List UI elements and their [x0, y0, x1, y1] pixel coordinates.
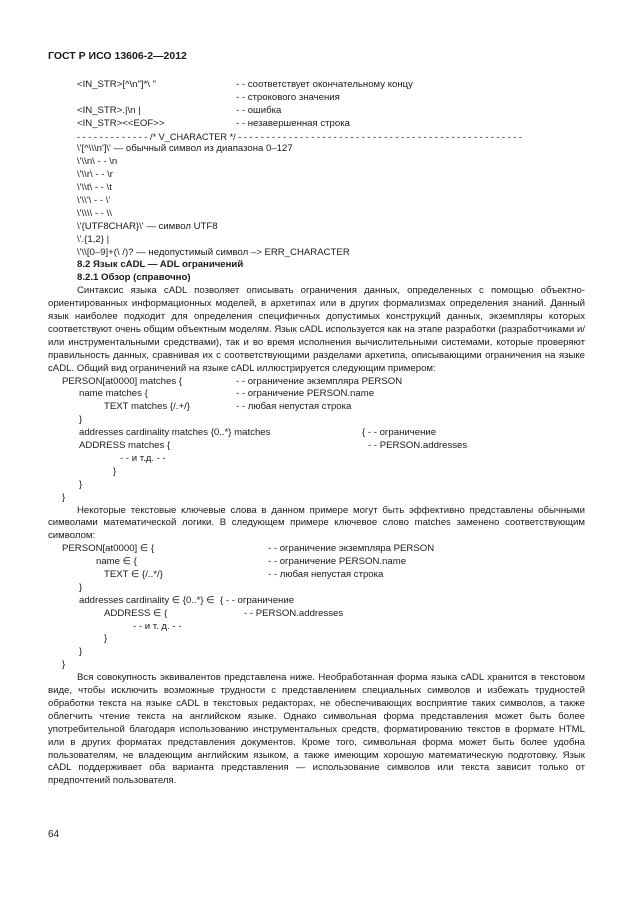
grammar-line	[48, 79, 585, 92]
code-comment: - - любая непустая строка	[268, 569, 384, 580]
code-text: }	[104, 633, 108, 645]
code-text: TEXT matches {/.+/}	[104, 401, 190, 413]
grammar-line	[48, 92, 585, 105]
code-line	[48, 659, 585, 672]
paragraph: Синтаксис языка cADL позволяет описывать ограничения данных, определенных с помощью объектно-ориентированных информационных моделей, в архетипах или в других формализмах определения знаний. Данный язык наиболее подходит для определения специфичных допустимых конструкций данных, экземпляры которых соответствуют очень общим объектным моделям. Язык cADL используется как на этапе разработки (разработчиками и/или инструментальными средствами), так и во время исполнения вычислительными системами, которые проверяют правильность данных, сравнивая их с соответствующими разделами архетипа, описывающими ограничения на языке cADL. Общий вид ограничений на языке cADL иллюстрируется следующим примером:	[48, 285, 585, 374]
code-line	[48, 633, 585, 646]
grammar-code: <IN_STR>.|\n |	[77, 104, 141, 116]
code-text: name matches {	[79, 388, 148, 400]
section-heading-text: 8.2 Язык cADL — ADL ограничений	[77, 259, 244, 271]
code-text: - - и т.д. - -	[120, 452, 166, 464]
grammar-rule: \'\\\\ - - \\	[77, 207, 112, 219]
code-comment: { - - ограничение	[362, 427, 437, 439]
code-text: }	[79, 478, 83, 490]
section-heading	[48, 259, 585, 272]
grammar-rule: \'\\'\ - - \'	[77, 195, 111, 207]
code-line	[48, 608, 585, 621]
code-text: - - и т. д. - -	[133, 620, 182, 632]
code-text: }	[62, 659, 66, 671]
code-comment: - - ограничение PERSON.name	[236, 388, 375, 400]
code-text: }	[79, 646, 83, 658]
code-comment: - - ограничение экземпляра PERSON	[268, 543, 435, 555]
code-line	[48, 492, 585, 505]
subsection-heading-text: 8.2.1 Обзор (справочно)	[77, 272, 191, 284]
grammar-line	[48, 182, 585, 195]
grammar-comment: - - ошибка	[236, 104, 282, 116]
code-line	[48, 388, 585, 401]
code-text: }	[62, 491, 66, 503]
code-line	[48, 466, 585, 479]
subsection-heading	[48, 272, 585, 285]
code-text: addresses cardinality ∈ {0..*} ∈ { - - ограничение	[79, 594, 295, 606]
page-content	[48, 79, 585, 788]
grammar-rule: \'{UTF8CHAR}\' — символ UTF8	[77, 220, 218, 232]
grammar-line	[48, 221, 585, 234]
page-number: 64	[48, 829, 60, 840]
grammar-rule: \'\\[0–9]+(\ /)? — недопустимый символ –> ERR_CHARACTER	[77, 246, 350, 258]
grammar-comment: - - строкового значения	[236, 91, 340, 103]
code-line	[48, 401, 585, 414]
grammar-line	[48, 247, 585, 260]
code-line	[48, 376, 585, 389]
code-comment: - - ограничение экземпляра PERSON	[236, 375, 403, 387]
code-line	[48, 440, 585, 453]
grammar-line	[48, 208, 585, 221]
code-text: }	[113, 465, 117, 477]
paragraph: Вся совокупность эквивалентов представлена ниже. Необработанная форма языка cADL хранится в текстовом виде, чтобы исключить возможные трудности с представлением специальных символов и избежать трудностей обработки текста на языке cADL в текстовых редакторах, не обеспечивающих восприятие таких символов, а также облегчить чтение текста на английском языке. Однако символьная форма представления может быть более употребительной благодаря использованию инструментальных средств, форматированию текстов в формате HTML или в других форматах представления документов. Кроме того, символьная форма может быть более удобна пользователям, не владеющим английским языком, а также имеющим хорошую математическую подготовку. Язык cADL поддерживает оба варианта представления — использование символов или текста зависит только от предпочтений пользователя.	[48, 672, 585, 787]
code-line	[48, 453, 585, 466]
code-line	[48, 479, 585, 492]
grammar-line	[48, 169, 585, 182]
code-text: ADDRESS matches {	[79, 440, 171, 452]
code-line	[48, 646, 585, 659]
code-text: PERSON[at0000] ∈ {	[62, 543, 155, 555]
code-text: }	[79, 581, 83, 593]
grammar-rule: \'\\r\ - - \r	[77, 169, 113, 181]
code-comment: - - PERSON.addresses	[244, 607, 344, 619]
grammar-rule: \'[^\\\n']\' — обычный символ из диапазона 0–127	[77, 143, 293, 155]
grammar-rule: \'.{1,2} |	[77, 233, 110, 245]
code-line	[48, 556, 585, 569]
code-text: TEXT ∈ {/..*/}	[104, 569, 163, 580]
code-comment: - - любая непустая строка	[236, 401, 352, 413]
grammar-comment: - - незавершенная строка	[236, 117, 350, 129]
grammar-line	[48, 118, 585, 131]
code-comment: - - ограничение PERSON.name	[268, 556, 407, 568]
grammar-line	[48, 195, 585, 208]
code-text: name ∈ {	[96, 556, 137, 568]
code-comment: - - PERSON.addresses	[368, 440, 468, 452]
code-text: }	[79, 414, 83, 426]
code-line	[48, 543, 585, 556]
paragraph: Некоторые текстовые ключевые слова в данном примере могут быть эффективно представлены обычными символами математической логики. В следующем примере ключевое слово matches заменено соответствующим символом:	[48, 504, 585, 542]
code-line	[48, 621, 585, 634]
code-text: addresses cardinality matches {0..*} matches	[79, 427, 271, 439]
code-line	[48, 595, 585, 608]
document-header: ГОСТ Р ИСО 13606-2—2012	[48, 50, 187, 62]
code-line	[48, 414, 585, 427]
code-line	[48, 569, 585, 582]
grammar-line	[48, 143, 585, 156]
grammar-code: <IN_STR>[^\n"]*\ "	[77, 79, 157, 90]
grammar-line	[48, 131, 585, 144]
grammar-line	[48, 156, 585, 169]
code-line	[48, 427, 585, 440]
code-text: ADDRESS ∈ {	[104, 607, 168, 619]
grammar-code: <IN_STR><<EOF>>	[77, 117, 165, 129]
grammar-separator: - - - - - - - - - - - - - /* V_CHARACTER */ - - - - - - - - - - - - - - - - - - - - - - - - - - - - - - - - - - - - - - - - - - - - - - - - - - -	[77, 131, 522, 142]
code-line	[48, 582, 585, 595]
grammar-comment: - - соответствует окончательному концу	[236, 79, 413, 90]
code-text: PERSON[at0000] matches {	[62, 375, 182, 387]
grammar-line	[48, 234, 585, 247]
grammar-rule: \'\\n\ - - \n	[77, 156, 118, 168]
grammar-line	[48, 105, 585, 118]
grammar-rule: \'\\t\ - - \t	[77, 182, 112, 194]
